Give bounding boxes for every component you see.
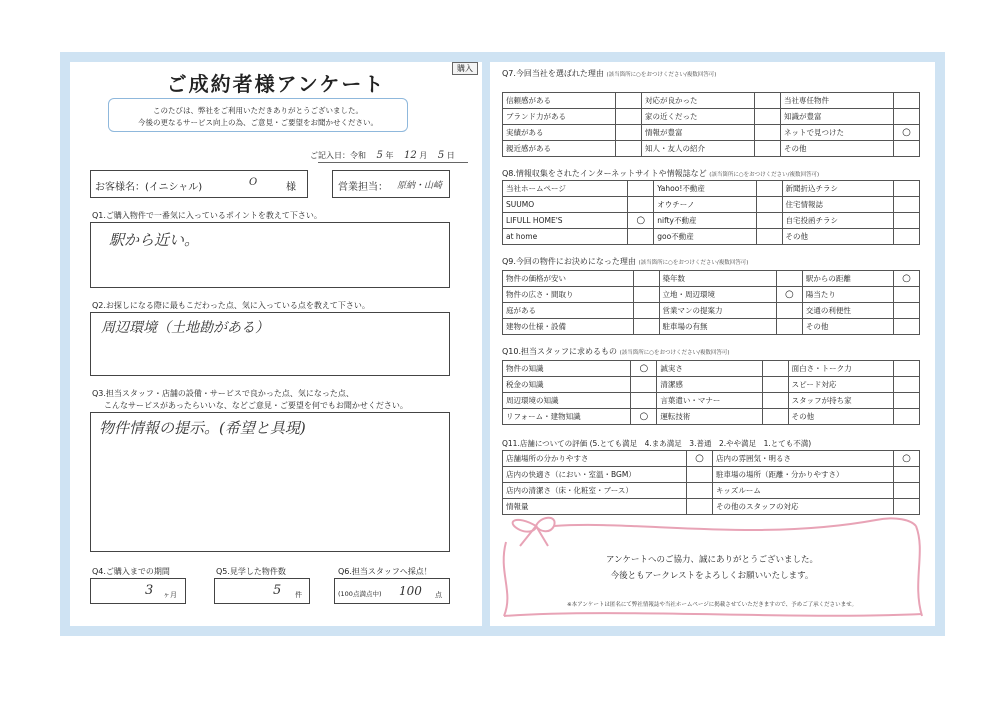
customer-name-value[interactable]: O	[249, 177, 258, 188]
survey-sheet	[60, 52, 945, 636]
q8-option-label: その他	[782, 229, 893, 245]
table-row	[503, 483, 920, 499]
table-row	[503, 377, 920, 393]
table-row	[503, 213, 920, 229]
q8-note: (該当箇所に○をおつけください/複数回答可)	[709, 172, 820, 178]
sales-staff-box	[332, 170, 450, 198]
q1-label: Q1.ご購入物件で一番気に入っているポイントを教えて下さい。	[92, 211, 322, 220]
q8-checkbox[interactable]	[894, 197, 920, 213]
q8-checkbox[interactable]	[628, 229, 654, 245]
greeting-line-2: 今後の更なるサービス向上の為、ご意見・ご要望をお聞かせください。	[138, 118, 378, 127]
q11-option-label: 店内の快適さ（におい・室温・BGM）	[503, 467, 687, 483]
q7-checkbox[interactable]	[755, 125, 781, 141]
q11-option-label: 店内の雰囲気・明るさ	[713, 451, 894, 467]
q11-option-label: 店内の清潔さ（床・化粧室・ブース）	[503, 483, 687, 499]
date-underline	[318, 162, 468, 163]
greeting-line-1: このたびは、弊社をご利用いただきありがとうございました。	[153, 106, 363, 115]
left-panel	[70, 62, 482, 626]
q8-option-label: nifty不動産	[654, 213, 756, 229]
q10-note: (該当箇所に○をおつけください/複数回答可)	[619, 350, 730, 356]
q10-option-label: 面白さ・トーク力	[788, 361, 893, 377]
q7-checkbox[interactable]	[755, 141, 781, 157]
q7-table	[502, 92, 920, 157]
q9-option-label: 立地・周辺環境	[659, 287, 776, 303]
q9-option-label: 駅からの距離	[802, 271, 893, 287]
q9-checkbox[interactable]	[633, 287, 659, 303]
entry-date	[310, 150, 455, 161]
q7-checkbox[interactable]	[894, 109, 920, 125]
q3-answer: 物件情報の提示。(希望と具現)	[99, 419, 306, 437]
purchase-badge: 購入	[452, 62, 478, 75]
table-row	[503, 361, 920, 377]
q9-checkbox[interactable]	[633, 271, 659, 287]
q10-table	[502, 360, 920, 425]
footnote: ※本アンケートは匿名にて弊社情報誌や当社ホームページに掲載させていただきますので、予めご了承くださいませ。	[567, 602, 857, 608]
table-row	[503, 197, 920, 213]
q8-title-text: Q8.情報収集をされたインターネットサイトや情報誌など	[502, 169, 707, 178]
q8-option-label: オウチーノ	[654, 197, 756, 213]
q3-answer-box[interactable]	[90, 412, 450, 552]
q11-option-label: 店舗場所の分かりやすさ	[503, 451, 687, 467]
q8-option-label: LIFULL HOME'S	[503, 213, 628, 229]
sales-staff-value[interactable]: 原納・山崎	[397, 181, 443, 191]
q10-option-label: スタッフが持ち家	[788, 393, 893, 409]
q7-option-label: ブランド力がある	[503, 109, 616, 125]
q8-checkbox[interactable]	[756, 197, 782, 213]
q9-option-label: 陽当たり	[802, 287, 893, 303]
q6-answer-box[interactable]	[334, 578, 450, 604]
q10-option-label: 言葉遣い・マナー	[657, 393, 762, 409]
q8-option-label: 自宅投函チラシ	[782, 213, 893, 229]
q8-checkbox[interactable]	[894, 181, 920, 197]
q10-checkbox[interactable]: ○	[631, 361, 657, 377]
q11-table	[502, 450, 920, 515]
q7-option-label: その他	[781, 141, 894, 157]
q9-option-label: 交通の利便性	[802, 303, 893, 319]
q10-option-label: 周辺環境の知識	[503, 393, 631, 409]
q9-checkbox[interactable]	[776, 303, 802, 319]
q8-title	[502, 168, 819, 179]
q9-option-label: 庭がある	[503, 303, 634, 319]
q6-label: Q6.担当スタッフへ採点！	[338, 567, 432, 576]
q8-option-label: Yahoo!不動産	[654, 181, 756, 197]
date-year-unit: 年	[385, 151, 394, 160]
q7-checkbox[interactable]	[755, 109, 781, 125]
q8-checkbox[interactable]: ○	[628, 213, 654, 229]
q8-checkbox[interactable]	[756, 229, 782, 245]
q10-checkbox[interactable]	[894, 377, 920, 393]
table-row	[503, 303, 920, 319]
q9-checkbox[interactable]	[776, 319, 802, 335]
q7-title	[502, 68, 716, 79]
q10-checkbox[interactable]	[762, 361, 788, 377]
q8-option-label: SUUMO	[503, 197, 628, 213]
q6-note: (100点満点中)	[338, 590, 382, 598]
q7-option-label: ネットで見つけた	[781, 125, 894, 141]
q10-option-label: スピード対応	[788, 377, 893, 393]
q7-option-label: 情報が豊富	[642, 125, 755, 141]
q2-label: Q2.お探しになる際に最もこだわった点、気に入っている点を教えて下さい。	[92, 301, 370, 310]
q7-option-label: 実績がある	[503, 125, 616, 141]
thanks-message	[496, 552, 928, 584]
q9-note: (該当箇所に○をおつけください/複数回答可)	[638, 260, 749, 266]
q11-checkbox[interactable]: ○	[687, 451, 713, 467]
q5-unit: 件	[295, 591, 302, 599]
q1-answer-box[interactable]	[90, 222, 450, 288]
q10-checkbox[interactable]	[894, 393, 920, 409]
q11-checkbox[interactable]	[894, 483, 920, 499]
q5-answer: 5	[273, 583, 282, 598]
date-year[interactable]: 5	[376, 150, 383, 161]
q8-option-label: at home	[503, 229, 628, 245]
q9-checkbox[interactable]	[894, 319, 920, 335]
q7-option-label: 家の近くだった	[642, 109, 755, 125]
page-title: ご成約者様アンケート	[166, 72, 386, 96]
date-day[interactable]: 5	[437, 150, 445, 161]
q7-checkbox[interactable]	[616, 125, 642, 141]
q11-checkbox[interactable]	[687, 483, 713, 499]
table-row	[503, 409, 920, 425]
q7-title-text: Q7.今回当社を選ばれた理由	[502, 69, 604, 78]
table-row	[503, 271, 920, 287]
q10-option-label: その他	[788, 409, 893, 425]
q9-checkbox[interactable]: ○	[894, 271, 920, 287]
sales-staff-label: 営業担当：	[338, 182, 388, 193]
q10-option-label: リフォーム・建物知識	[503, 409, 631, 425]
q7-checkbox[interactable]	[894, 141, 920, 157]
table-row	[503, 287, 920, 303]
q8-checkbox[interactable]	[894, 213, 920, 229]
q8-option-label: 新聞折込チラシ	[782, 181, 893, 197]
q10-checkbox[interactable]	[762, 393, 788, 409]
q9-checkbox[interactable]	[633, 303, 659, 319]
table-row	[503, 109, 920, 125]
table-row	[503, 451, 920, 467]
q5-label: Q5.見学した物件数	[216, 567, 286, 576]
q7-option-label: 対応が良かった	[642, 93, 755, 109]
q3-label-2: こんなサービスがあったらいいな、などご意見・ご要望を何でもお聞かせください。	[104, 401, 408, 410]
q10-option-label: 物件の知識	[503, 361, 631, 377]
q10-title	[502, 346, 729, 357]
q11-checkbox[interactable]	[894, 467, 920, 483]
q10-option-label: 税金の知識	[503, 377, 631, 393]
q7-option-label: 知人・友人の紹介	[642, 141, 755, 157]
q7-checkbox[interactable]	[616, 141, 642, 157]
greeting-box	[108, 98, 408, 132]
q7-checkbox[interactable]: ○	[894, 125, 920, 141]
table-row	[503, 141, 920, 157]
q10-checkbox[interactable]	[631, 377, 657, 393]
q9-checkbox[interactable]	[894, 287, 920, 303]
q9-checkbox[interactable]: ○	[776, 287, 802, 303]
q4-label: Q4.ご購入までの期間	[92, 567, 170, 576]
thanks-line-1: アンケートへのご協力、誠にありがとうございました。	[606, 555, 818, 565]
q10-option-label: 運転技術	[657, 409, 762, 425]
q7-note: (該当箇所に○をおつけください/複数回答可)	[606, 72, 717, 78]
table-row	[503, 93, 920, 109]
q10-checkbox[interactable]	[894, 409, 920, 425]
q5-answer-box[interactable]	[214, 578, 310, 604]
q7-option-label: 親近感がある	[503, 141, 616, 157]
q8-checkbox[interactable]	[628, 181, 654, 197]
q6-unit: 点	[435, 591, 442, 599]
table-row	[503, 467, 920, 483]
q9-checkbox[interactable]	[894, 303, 920, 319]
q9-option-label: 物件の広さ・間取り	[503, 287, 634, 303]
q10-checkbox[interactable]	[631, 393, 657, 409]
q9-checkbox[interactable]	[776, 271, 802, 287]
q9-option-label: 駐車場の有無	[659, 319, 776, 335]
q10-checkbox[interactable]: ○	[631, 409, 657, 425]
q7-checkbox[interactable]	[616, 109, 642, 125]
q10-checkbox[interactable]	[894, 361, 920, 377]
q8-table	[502, 180, 920, 245]
q9-option-label: 物件の価格が安い	[503, 271, 634, 287]
q7-checkbox[interactable]	[616, 93, 642, 109]
q10-option-label: 誠実さ	[657, 361, 762, 377]
date-day-unit: 日	[446, 151, 455, 160]
q8-option-label: 当社ホームページ	[503, 181, 628, 197]
q10-option-label: 清潔感	[657, 377, 762, 393]
q9-title	[502, 256, 748, 267]
q9-title-text: Q9.今回の物件にお決めになった理由	[502, 257, 636, 266]
q7-option-label: 信頼感がある	[503, 93, 616, 109]
table-row	[503, 229, 920, 245]
q8-checkbox[interactable]	[756, 213, 782, 229]
q9-option-label: 築年数	[659, 271, 776, 287]
q11-option-label: その他のスタッフの対応	[713, 499, 894, 515]
q8-checkbox[interactable]	[628, 197, 654, 213]
q2-answer-box[interactable]	[90, 312, 450, 376]
q9-table	[502, 270, 920, 335]
q10-checkbox[interactable]	[762, 377, 788, 393]
customer-name-suffix: 様	[286, 182, 296, 193]
table-row	[503, 181, 920, 197]
q7-checkbox[interactable]	[894, 93, 920, 109]
table-row	[503, 125, 920, 141]
q8-option-label: 住宅情報誌	[782, 197, 893, 213]
q4-answer-box[interactable]	[90, 578, 186, 604]
q7-option-label: 当社専任物件	[781, 93, 894, 109]
table-row	[503, 319, 920, 335]
q7-option-label: 知識が豊富	[781, 109, 894, 125]
q8-option-label: goo不動産	[654, 229, 756, 245]
q9-option-label: 建物の仕様・設備	[503, 319, 634, 335]
q11-option-label: キッズルーム	[713, 483, 894, 499]
q9-option-label: その他	[802, 319, 893, 335]
q7-checkbox[interactable]	[755, 93, 781, 109]
q3-label-1: Q3.担当スタッフ・店舗の設備・サービスで良かった点、気になった点、	[92, 389, 354, 398]
date-label: ご記入日：令和	[310, 151, 366, 160]
q1-answer: 駅から近い。	[109, 231, 200, 249]
q11-title: Q11.店舗についての評価 (5.とても満足 4.まあ満足 3.普通 2.やや満足 1.とても不満)	[502, 439, 812, 448]
q11-option-label: 駐車場の場所（距離・分かりやすさ）	[713, 467, 894, 483]
q8-checkbox[interactable]	[756, 181, 782, 197]
table-row	[503, 393, 920, 409]
q11-option-label: 情報量	[503, 499, 687, 515]
q9-checkbox[interactable]	[633, 319, 659, 335]
q6-answer: 100	[399, 584, 422, 598]
q9-option-label: 営業マンの提案力	[659, 303, 776, 319]
q2-answer: 周辺環境（土地勘がある）	[101, 320, 269, 336]
thanks-area	[496, 512, 928, 622]
right-panel	[490, 62, 935, 626]
customer-name-box	[90, 170, 308, 198]
date-month-unit: 月	[419, 151, 428, 160]
q10-title-text: Q10.担当スタッフに求めるもの	[502, 347, 618, 356]
thanks-line-2: 今後ともアークレストをよろしくお願いいたします。	[610, 571, 814, 581]
q10-checkbox[interactable]	[762, 409, 788, 425]
date-month[interactable]: 12	[404, 150, 417, 161]
q8-checkbox[interactable]	[894, 229, 920, 245]
customer-name-label: お客様名：(イニシャル)	[95, 182, 203, 193]
q11-checkbox[interactable]: ○	[894, 451, 920, 467]
q4-answer: 3	[145, 583, 154, 598]
q4-unit: ヶ月	[163, 591, 177, 599]
q11-checkbox[interactable]	[687, 467, 713, 483]
